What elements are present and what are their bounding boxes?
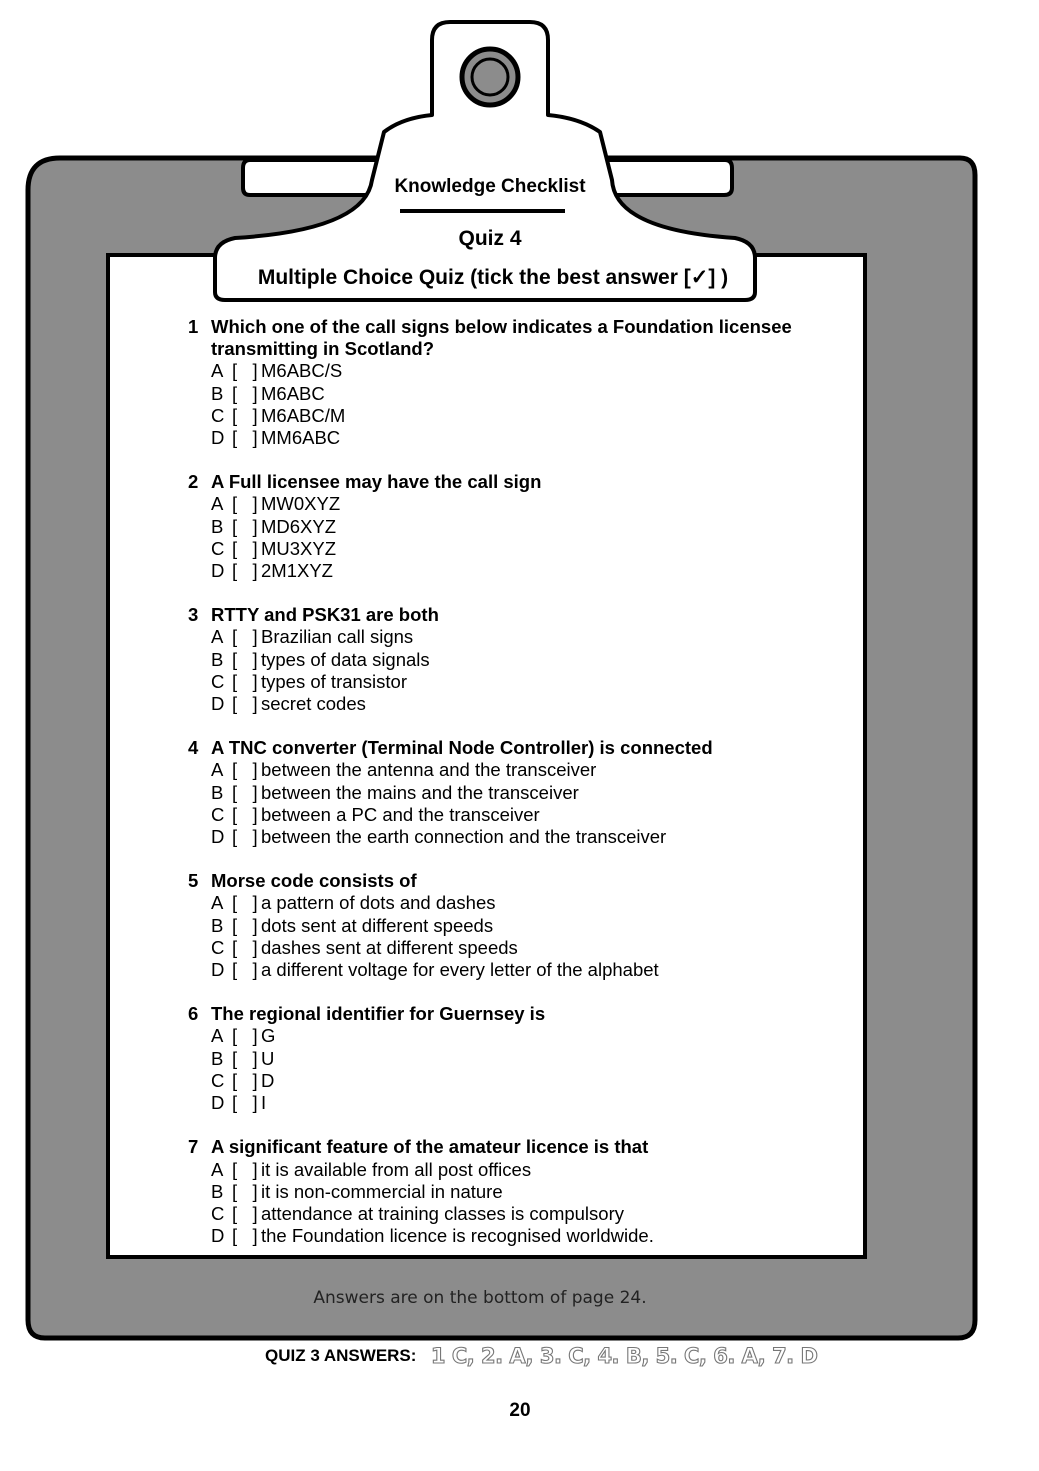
answer-option-d bbox=[188, 560, 848, 582]
option-letter: D bbox=[211, 959, 225, 981]
option-text: dashes sent at different speeds bbox=[261, 936, 518, 958]
option-text: between the mains and the transceiver bbox=[261, 781, 579, 803]
answer-option-c bbox=[188, 1203, 848, 1225]
answer-option-b bbox=[188, 782, 848, 804]
tick-box[interactable]: [ ] bbox=[232, 382, 258, 404]
tick-box[interactable]: [ ] bbox=[232, 493, 258, 515]
question-number: 2 bbox=[188, 471, 199, 493]
tick-box[interactable]: [ ] bbox=[232, 1158, 258, 1180]
answer-option-b bbox=[188, 1181, 848, 1203]
tick-box[interactable]: [ ] bbox=[232, 360, 258, 382]
question-text: A Full licensee may have the call sign bbox=[211, 471, 542, 493]
option-text: M6ABC/S bbox=[261, 360, 343, 382]
answer-option-a bbox=[188, 360, 848, 382]
option-text: it is available from all post offices bbox=[261, 1158, 532, 1180]
tick-box[interactable]: [ ] bbox=[232, 648, 258, 670]
option-text: attendance at training classes is compulsory bbox=[261, 1202, 624, 1224]
answer-option-c bbox=[188, 405, 848, 427]
option-letter: D bbox=[211, 1225, 225, 1247]
option-text: U bbox=[261, 1047, 275, 1069]
option-letter: B bbox=[211, 1180, 224, 1202]
tick-box[interactable]: [ ] bbox=[232, 1180, 258, 1202]
answer-option-a bbox=[188, 759, 848, 781]
option-letter: D bbox=[211, 693, 225, 715]
option-letter: C bbox=[211, 670, 225, 692]
answer-option-d bbox=[188, 826, 848, 848]
option-letter: C bbox=[211, 537, 225, 559]
tick-box[interactable]: [ ] bbox=[232, 560, 258, 582]
question-text: Morse code consists of bbox=[211, 870, 417, 892]
option-letter: C bbox=[211, 404, 225, 426]
option-text: it is non-commercial in nature bbox=[261, 1180, 503, 1202]
question-7 bbox=[188, 1136, 848, 1247]
tick-box[interactable]: [ ] bbox=[232, 1025, 258, 1047]
tick-box[interactable]: [ ] bbox=[232, 515, 258, 537]
option-letter: B bbox=[211, 515, 224, 537]
tick-box[interactable]: [ ] bbox=[232, 826, 258, 848]
option-text: MD6XYZ bbox=[261, 515, 337, 537]
option-text: MM6ABC bbox=[261, 427, 341, 449]
answer-option-a bbox=[188, 493, 848, 515]
answer-option-b bbox=[188, 516, 848, 538]
tick-box[interactable]: [ ] bbox=[232, 537, 258, 559]
answers-note: Answers are on the bottom of page 24. bbox=[313, 1288, 647, 1308]
tick-box[interactable]: [ ] bbox=[232, 404, 258, 426]
clip-hole bbox=[462, 49, 518, 105]
answer-option-c bbox=[188, 538, 848, 560]
answer-option-c bbox=[188, 1070, 848, 1092]
option-letter: A bbox=[211, 759, 224, 781]
question-header bbox=[188, 1136, 848, 1158]
option-letter: A bbox=[211, 626, 224, 648]
option-text: types of transistor bbox=[261, 670, 408, 692]
tick-box[interactable]: [ ] bbox=[232, 892, 258, 914]
option-letter: A bbox=[211, 1025, 224, 1047]
option-letter: A bbox=[211, 493, 224, 515]
answer-option-b bbox=[188, 649, 848, 671]
tick-box[interactable]: [ ] bbox=[232, 1069, 258, 1091]
answer-option-d bbox=[188, 1225, 848, 1247]
quiz-subtitle: Multiple Choice Quiz (tick the best answer [✓] ) bbox=[257, 266, 729, 289]
quiz3-answers-label: QUIZ 3 ANSWERS: bbox=[265, 1346, 417, 1365]
question-list bbox=[188, 316, 848, 1269]
option-letter: D bbox=[211, 1092, 225, 1114]
option-text: D bbox=[261, 1069, 275, 1091]
tick-box[interactable]: [ ] bbox=[232, 427, 258, 449]
question-number: 5 bbox=[188, 870, 199, 892]
question-number: 1 bbox=[188, 316, 199, 337]
option-letter: C bbox=[211, 803, 225, 825]
option-letter: B bbox=[211, 1047, 224, 1069]
option-text: MW0XYZ bbox=[261, 493, 341, 515]
answer-option-b bbox=[188, 1048, 848, 1070]
question-2 bbox=[188, 471, 848, 582]
question-header bbox=[188, 870, 848, 892]
quiz3-answers-line bbox=[265, 1344, 817, 1368]
option-text: M6ABC/M bbox=[261, 404, 346, 426]
option-text: between the antenna and the transceiver bbox=[261, 759, 597, 781]
option-text: between a PC and the transceiver bbox=[261, 803, 540, 825]
page-number: 20 bbox=[509, 1400, 531, 1421]
tick-box[interactable]: [ ] bbox=[232, 803, 258, 825]
question-text: Which one of the call signs below indicates a Foundation licensee transmitting in Scotland? bbox=[211, 316, 792, 360]
question-4 bbox=[188, 737, 848, 848]
option-text: G bbox=[261, 1025, 276, 1047]
tick-box[interactable]: [ ] bbox=[232, 959, 258, 981]
option-letter: B bbox=[211, 382, 224, 404]
question-number: 3 bbox=[188, 604, 199, 626]
answer-option-b bbox=[188, 383, 848, 405]
option-text: M6ABC bbox=[261, 382, 325, 404]
knowledge-checklist-title: Knowledge Checklist bbox=[394, 176, 586, 197]
option-text: the Foundation licence is recognised worldwide. bbox=[261, 1225, 654, 1247]
question-number: 6 bbox=[188, 1003, 199, 1025]
answer-option-c bbox=[188, 937, 848, 959]
question-5 bbox=[188, 870, 848, 981]
answer-option-a bbox=[188, 892, 848, 914]
answer-option-d bbox=[188, 1092, 848, 1114]
question-text: A TNC converter (Terminal Node Controller) is connected bbox=[211, 737, 713, 759]
answer-option-d bbox=[188, 959, 848, 981]
tick-box[interactable]: [ ] bbox=[232, 1047, 258, 1069]
question-header bbox=[188, 737, 848, 759]
option-letter: A bbox=[211, 892, 224, 914]
option-letter: B bbox=[211, 781, 224, 803]
tick-box[interactable]: [ ] bbox=[232, 781, 258, 803]
question-number: 7 bbox=[188, 1136, 199, 1158]
question-text: RTTY and PSK31 are both bbox=[211, 604, 439, 626]
question-1 bbox=[188, 316, 848, 449]
tick-box[interactable]: [ ] bbox=[232, 1225, 258, 1247]
option-letter: A bbox=[211, 1158, 224, 1180]
tick-box[interactable]: [ ] bbox=[232, 670, 258, 692]
quiz-title: Quiz 4 bbox=[458, 227, 522, 250]
option-text: between the earth connection and the transceiver bbox=[261, 826, 667, 848]
answer-option-d bbox=[188, 427, 848, 449]
answer-option-a bbox=[188, 626, 848, 648]
answer-option-a bbox=[188, 1025, 848, 1047]
option-text: a pattern of dots and dashes bbox=[261, 892, 496, 914]
answer-option-d bbox=[188, 693, 848, 715]
tick-box[interactable]: [ ] bbox=[232, 936, 258, 958]
question-header bbox=[188, 316, 848, 360]
tick-box[interactable]: [ ] bbox=[232, 759, 258, 781]
option-letter: D bbox=[211, 560, 225, 582]
question-text: A significant feature of the amateur licence is that bbox=[211, 1136, 649, 1158]
tick-box[interactable]: [ ] bbox=[232, 1202, 258, 1224]
quiz3-answers-text: 1 C, 2. A, 3. C, 4. B, 5. C, 6. A, 7. D bbox=[430, 1344, 818, 1368]
option-letter: C bbox=[211, 936, 225, 958]
question-text: The regional identifier for Guernsey is bbox=[211, 1003, 546, 1025]
option-letter: C bbox=[211, 1202, 225, 1224]
question-header bbox=[188, 604, 848, 626]
option-letter: C bbox=[211, 1069, 225, 1091]
option-letter: B bbox=[211, 914, 224, 936]
answer-option-b bbox=[188, 915, 848, 937]
question-header bbox=[188, 471, 848, 493]
option-letter: D bbox=[211, 427, 225, 449]
tick-box[interactable]: [ ] bbox=[232, 1092, 258, 1114]
answer-option-c bbox=[188, 804, 848, 826]
option-text: Brazilian call signs bbox=[261, 626, 414, 648]
answer-option-c bbox=[188, 671, 848, 693]
option-text: types of data signals bbox=[261, 648, 430, 670]
option-text: a different voltage for every letter of the alphabet bbox=[261, 959, 659, 981]
option-letter: A bbox=[211, 360, 224, 382]
option-text: MU3XYZ bbox=[261, 537, 337, 559]
option-text: secret codes bbox=[261, 693, 366, 715]
answer-option-a bbox=[188, 1159, 848, 1181]
option-text: I bbox=[261, 1092, 267, 1114]
tick-box[interactable]: [ ] bbox=[232, 626, 258, 648]
question-6 bbox=[188, 1003, 848, 1114]
option-text: 2M1XYZ bbox=[261, 560, 333, 582]
question-3 bbox=[188, 604, 848, 715]
tick-box[interactable]: [ ] bbox=[232, 914, 258, 936]
option-letter: D bbox=[211, 826, 225, 848]
question-header bbox=[188, 1003, 848, 1025]
option-letter: B bbox=[211, 648, 224, 670]
question-number: 4 bbox=[188, 737, 199, 759]
tick-box[interactable]: [ ] bbox=[232, 693, 258, 715]
option-text: dots sent at different speeds bbox=[261, 914, 494, 936]
